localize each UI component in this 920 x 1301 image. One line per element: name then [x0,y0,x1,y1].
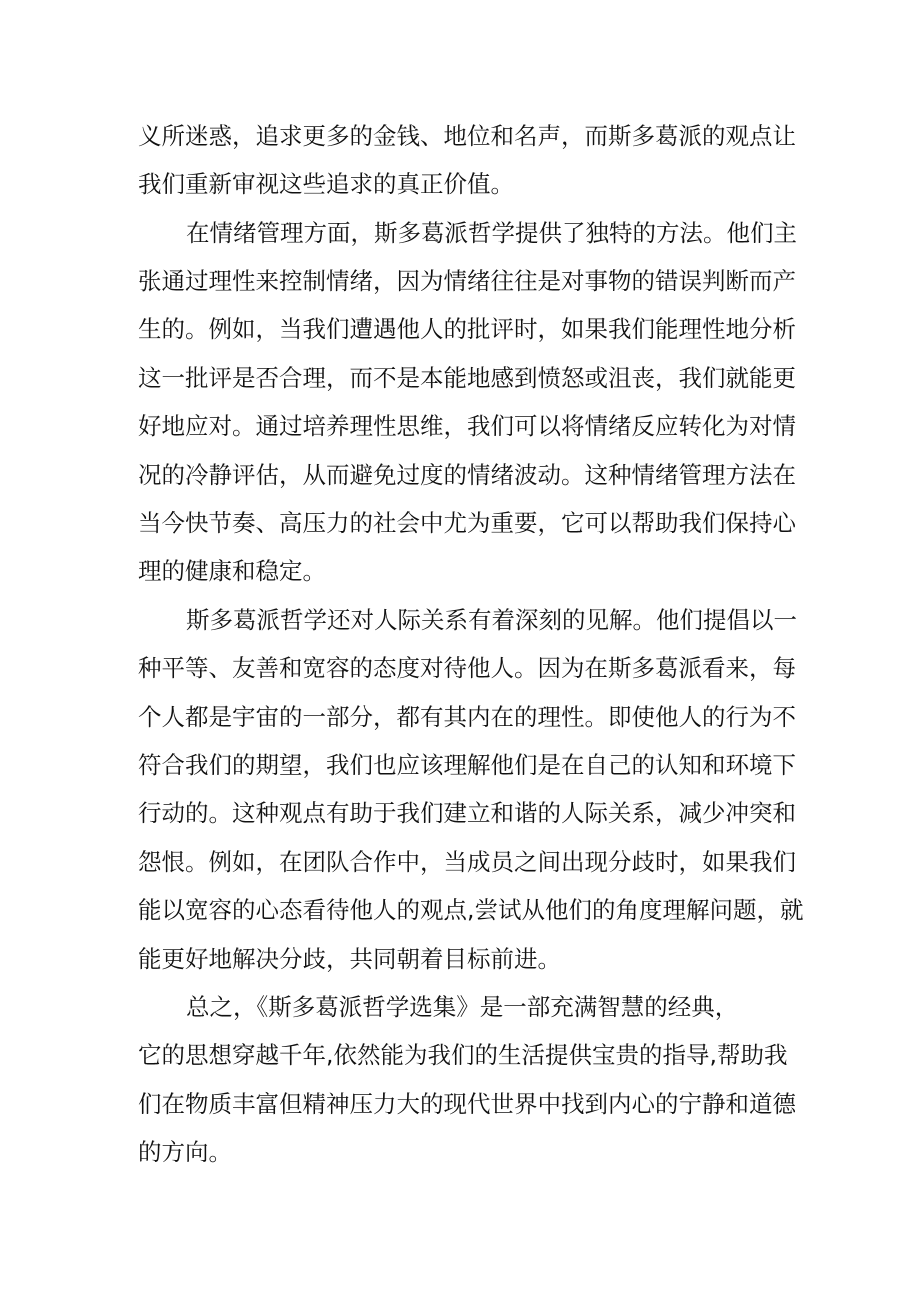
text-line: 的方向。 [138,1138,232,1166]
text-line: 张通过理性来控制情绪，因为情绪往往是对事物的错误判断而产 [138,267,796,295]
text-line: 当今快节奏、高压力的社会中尤为重要，它可以帮助我们保持心 [138,509,796,537]
text-line: 们在物质丰富但精神压力大的现代世界中找到内心的宁静和道德 [138,1090,796,1118]
text-line: 况的冷静评估，从而避免过度的情绪波动。这种情绪管理方法在 [138,461,796,489]
text-line: 义所迷惑，追求更多的金钱、地位和名声，而斯多葛派的观点让 [138,122,796,150]
text-line: 生的。例如，当我们遭遇他人的批评时，如果我们能理性地分析 [138,315,796,343]
paragraph-first-line: 总之，《斯多葛派哲学选集》是一部充满智慧的经典， [186,993,739,1021]
text-line: 种平等、友善和宽容的态度对待他人。因为在斯多葛派看来，每 [138,654,796,682]
text-line: 怨恨。例如，在团队合作中，当成员之间出现分歧时，如果我们 [138,848,796,876]
text-line: 理的健康和稳定。 [138,557,326,585]
text-line: 行动的。这种观点有助于我们建立和谐的人际关系，减少冲突和 [138,799,796,827]
text-line: 我们重新审视这些追求的真正价值。 [138,170,514,198]
text-line: 它的思想穿越千年,依然能为我们的生活提供宝贵的指导,帮助我 [138,1041,788,1069]
text-line: 能更好地解决分歧，共同朝着目标前进。 [138,945,561,973]
paragraph-first-line: 在情绪管理方面，斯多葛派哲学提供了独特的方法。他们主 [186,219,797,247]
text-line: 符合我们的期望，我们也应该理解他们是在自己的认知和环境下 [138,751,796,779]
text-line: 能以宽容的心态看待他人的观点,尝试从他们的角度理解问题，就 [138,896,804,924]
text-line: 这一批评是否合理，而不是本能地感到愤怒或沮丧，我们就能更 [138,364,796,392]
text-line: 个人都是宇宙的一部分，都有其内在的理性。即使他人的行为不 [138,703,796,731]
text-line: 好地应对。通过培养理性思维，我们可以将情绪反应转化为对情 [138,412,796,440]
paragraph-first-line: 斯多葛派哲学还对人际关系有着深刻的见解。他们提倡以一 [186,606,797,634]
